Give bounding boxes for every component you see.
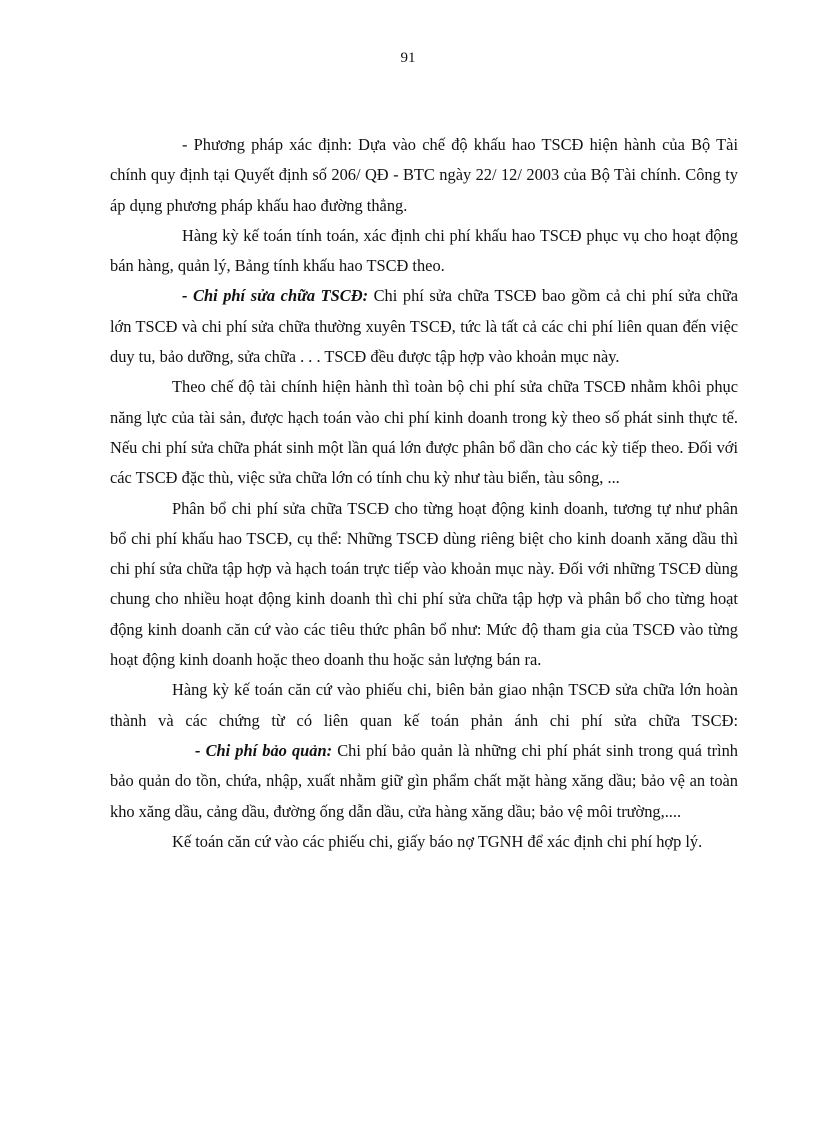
- paragraph-repair-allocation: Phân bổ chi phí sửa chữa TSCĐ cho từng hoạt động kinh doanh, tương tự như phân bổ chi phí khấu hao TSCĐ, cụ thể: Những TSCĐ dùng riêng biệt cho kinh doanh xăng dầu thì chi phí sửa chữa tập hợp và hạch toán trực tiếp vào khoản mục này. Đối với những TSCĐ dùng chung cho nhiều hoạt động kinh doanh thì chi phí sửa chữa tập hợp và phân bổ cho từng hoạt động kinh doanh căn cứ vào các tiêu thức phân bổ như: Mức độ tham gia của TSCĐ vào từng hoạt động kinh doanh hoặc theo doanh thu hoặc sản lượng bán ra.: [110, 498, 738, 670]
- paragraph-repair-accounting: Hàng kỳ kế toán căn cứ vào phiếu chi, biên bản giao nhận TSCĐ sửa chữa lớn hoàn thành và các chứng từ có liên quan kế toán phản ánh chi phí sửa chữa TSCĐ:: [110, 680, 738, 730]
- repair-cost-text: Chi phí sửa chữa TSCĐ bao gồm cả chi phí sửa chữa lớn TSCĐ và chi phí sửa chữa thường xuyên TSCĐ, tức là tất cả các chi phí liên quan đến việc duy tu, bảo dưỡng, sửa chữa . . . TSCĐ đều được tập hợp vào khoản mục này.: [110, 286, 738, 367]
- document-body: [110, 130, 738, 857]
- paragraph-depreciation-method: - Phương pháp xác định: Dựa vào chế độ khấu hao TSCĐ hiện hành của Bộ Tài chính quy định tại Quyết định số 206/ QĐ - BTC ngày 22/ 12/ 2003 của Bộ Tài chính. Công ty áp dụng phương pháp khấu hao đường thẳng.: [110, 135, 738, 215]
- term-repair-cost: - Chi phí sửa chữa TSCĐ:: [182, 286, 369, 306]
- page-number: 91: [400, 50, 416, 66]
- paragraph-storage-accounting: Kế toán căn cứ vào các phiếu chi, giấy báo nợ TGNH để xác định chi phí hợp lý.: [172, 831, 703, 851]
- term-storage-cost: - Chi phí bảo quản:: [195, 740, 333, 760]
- storage-cost-text: Chi phí bảo quản là những chi phí phát sinh trong quá trình bảo quản do tồn, chứa, nhập, xuất nhằm giữ gìn phẩm chất mặt hàng xăng dầu; bảo vệ an toàn kho xăng dầu, cảng dầu, đường ống dẫn dầu, cửa hàng xăng dầu; bảo vệ môi trường,....: [110, 740, 738, 821]
- paragraph-depreciation-calc: Hàng kỳ kế toán tính toán, xác định chi phí khấu hao TSCĐ phục vụ cho hoạt động bán hàng, quản lý, Bảng tính khấu hao TSCĐ theo.: [110, 225, 738, 276]
- paragraph-repair-cost: [110, 281, 738, 372]
- paragraph-storage-cost: [110, 736, 738, 827]
- paragraph-repair-regime: Theo chế độ tài chính hiện hành thì toàn bộ chi phí sửa chữa TSCĐ nhằm khôi phục năng lực của tài sản, được hạch toán vào chi phí kinh doanh trong kỳ theo số phát sinh thực tế. Nếu chi phí sửa chữa phát sinh một lần quá lớn được phân bổ dần cho các kỳ tiếp theo. Đối với các TSCĐ đặc thù, việc sửa chữa lớn có tính chu kỳ như tàu biển, tàu sông, ...: [110, 377, 738, 488]
